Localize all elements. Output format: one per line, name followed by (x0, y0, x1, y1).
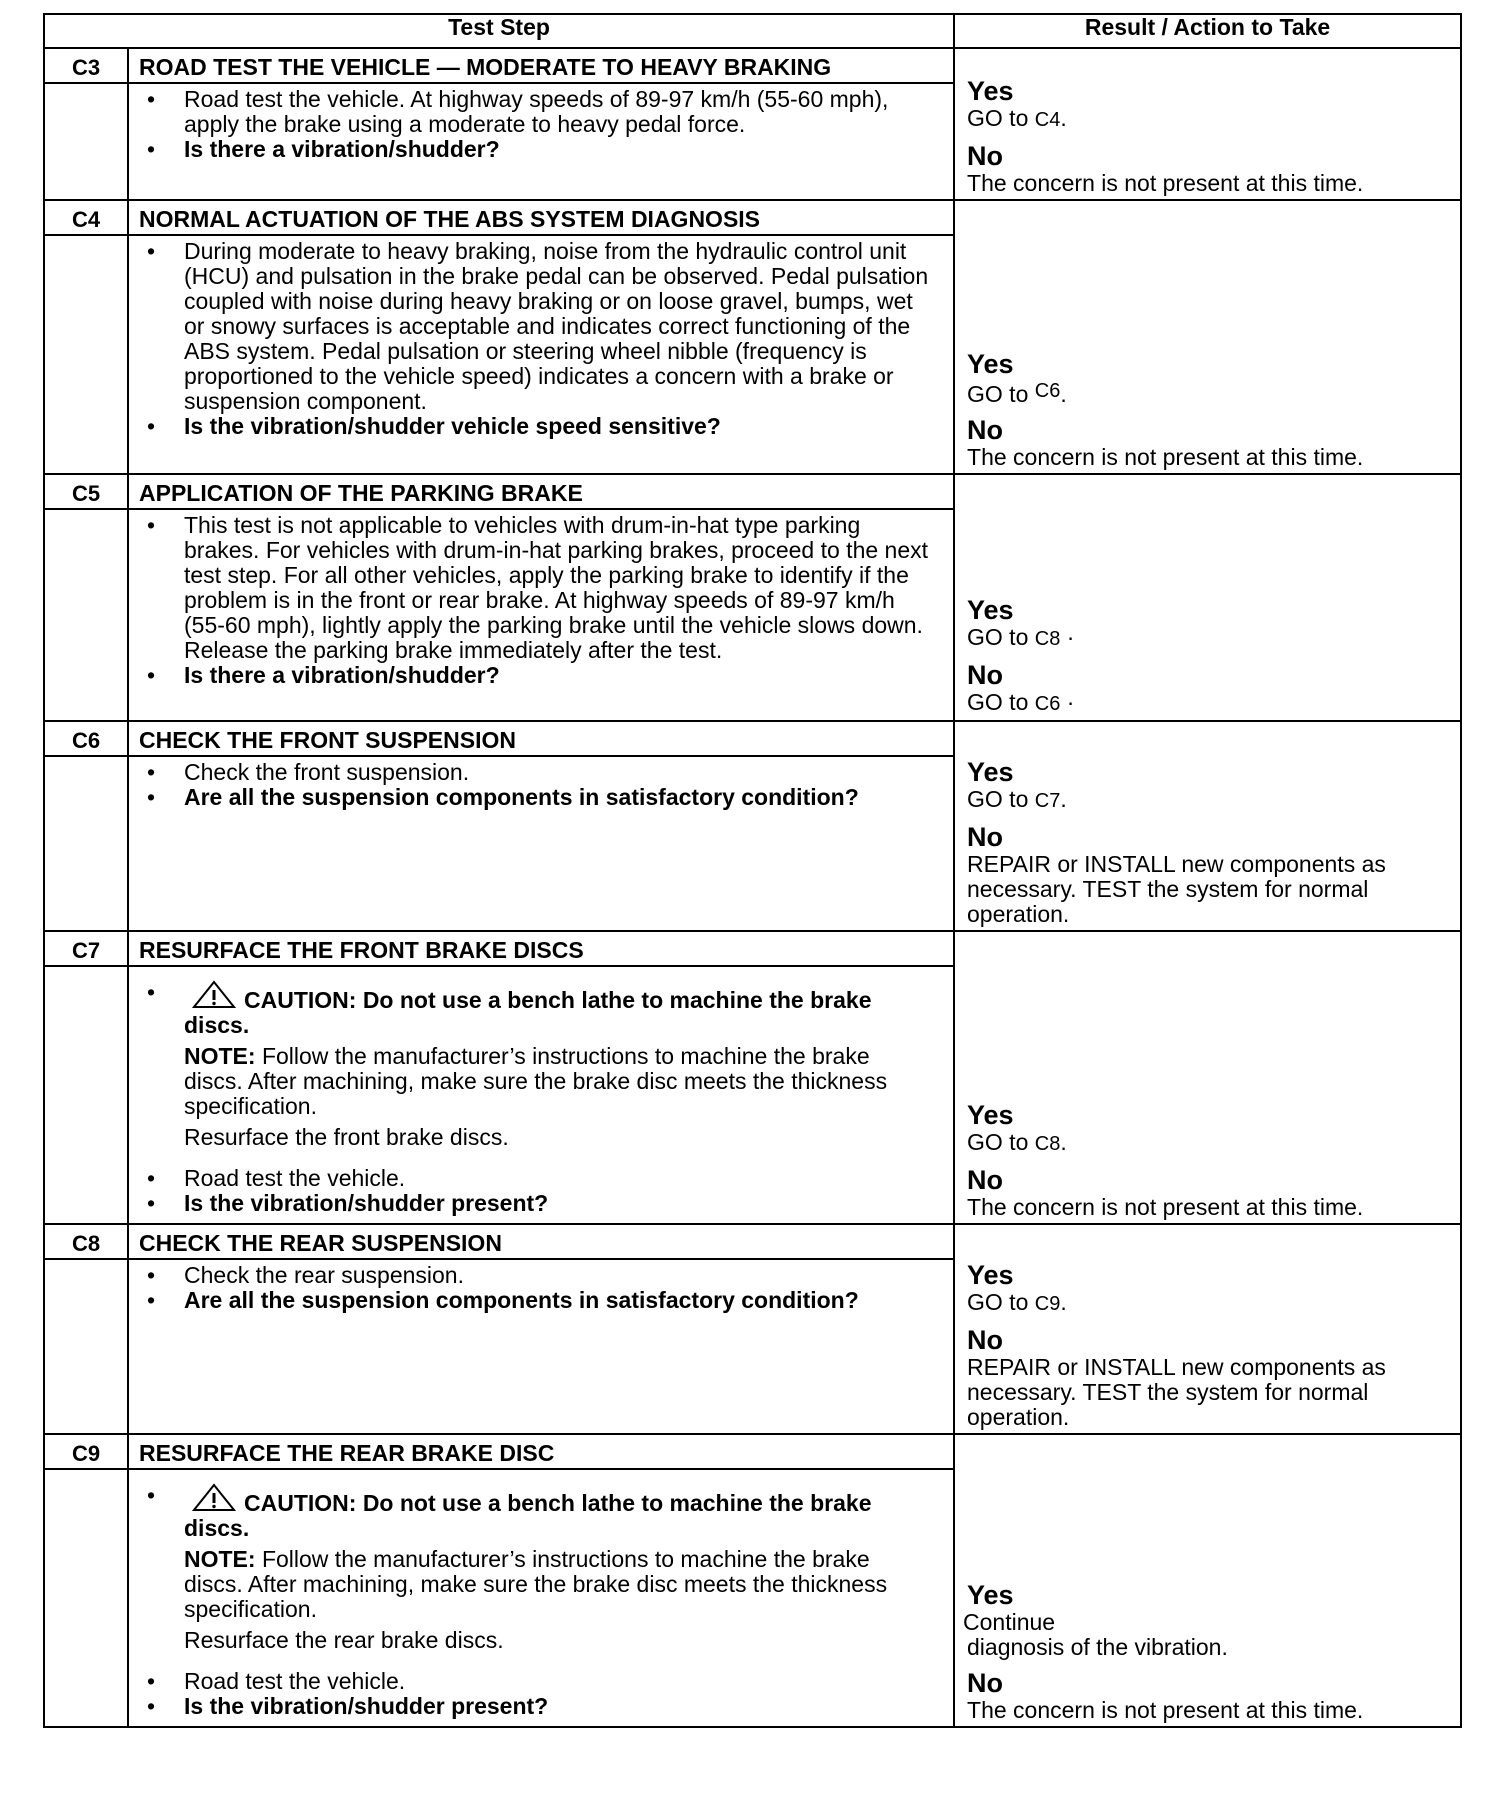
list-item (139, 663, 933, 688)
no-label: No (967, 1165, 1004, 1195)
step-row-c6 (44, 721, 1461, 756)
step-id: C3 (44, 48, 128, 83)
bullet: • (147, 784, 156, 810)
yes-link[interactable]: C8 (1034, 1133, 1061, 1155)
step-question: Are all the suspension components in satisfactory condition? (184, 784, 859, 810)
step-id: C4 (44, 200, 128, 235)
yes-action (967, 787, 1450, 814)
yes-action (967, 106, 1450, 133)
step-question: Is there a vibration/shudder? (184, 136, 500, 162)
caution-item (139, 980, 933, 1038)
caution-text: CAUTION: Do not use a bench lathe to machine the brake discs. (184, 1490, 872, 1541)
bullet: • (147, 979, 156, 1005)
result-cell (954, 48, 1461, 200)
period: . (1060, 786, 1067, 812)
step-body (128, 83, 954, 200)
yes-text: GO to (967, 624, 1029, 650)
yes-label: Yes (967, 1260, 1014, 1290)
list-item (139, 87, 933, 137)
result-cell (954, 474, 1461, 721)
note-text: Follow the manufacturer’s instructions to machine the brake discs. After machining, make sure the brake disc meets the thickness specification. (184, 1546, 888, 1622)
no-action: The concern is not present at this time. (967, 1194, 1364, 1220)
separator-dot: · (1066, 624, 1075, 650)
list-item (139, 785, 933, 810)
no-action: The concern is not present at this time. (967, 444, 1364, 470)
yes-action (967, 1290, 1450, 1317)
result-cell (954, 1434, 1461, 1727)
step-id-spacer (44, 1259, 128, 1434)
diagnostic-test-table (43, 13, 1462, 1728)
yes-label: Yes (967, 1580, 1014, 1610)
bullet-text: This test is not applicable to vehicles with drum-in-hat type parking brakes. For vehicles with drum-in-hat parking brakes, proceed to the next test step. For all other vehicles, apply the parking brake to identify if the problem is in the front or rear brake. At highway speeds of 89-97 km/h (55-60 mph), lightly apply the parking brake until the vehicle slows down. Release the parking brake immediately after the test. (184, 512, 929, 663)
result-cell (954, 721, 1461, 931)
step-body (128, 235, 954, 474)
bullet: • (147, 1482, 156, 1508)
list-item (139, 1263, 933, 1288)
bullet-text: Road test the vehicle. (184, 1165, 406, 1191)
no-action: REPAIR or INSTALL new components as necessary. TEST the system for normal operation. (967, 1354, 1386, 1430)
bullet: • (147, 759, 156, 785)
list-item (139, 513, 933, 663)
no-label: No (967, 660, 1004, 690)
bullet: • (147, 512, 156, 538)
bullet: • (147, 1165, 156, 1191)
no-label: No (967, 1325, 1004, 1355)
list-item (139, 239, 933, 414)
bullet: • (147, 1668, 156, 1694)
yes-action-detail: diagnosis of the vibration. (967, 1634, 1228, 1660)
note-label: NOTE: (184, 1043, 256, 1069)
step-id-spacer (44, 1469, 128, 1727)
list-item (139, 1288, 933, 1313)
step-id-spacer (44, 235, 128, 474)
bullet: • (147, 1262, 156, 1288)
result-cell (954, 931, 1461, 1224)
step-title: ROAD TEST THE VEHICLE — MODERATE TO HEAVY BRAKING (128, 48, 954, 83)
no-label: No (967, 415, 1004, 445)
bullet: • (147, 1693, 156, 1719)
result-cell (954, 1224, 1461, 1434)
yes-text: GO to (967, 105, 1029, 131)
bullet: • (147, 86, 156, 112)
yes-action (967, 1130, 1450, 1157)
table-header-row (44, 14, 1461, 48)
note-block (139, 1044, 933, 1119)
no-action: The concern is not present at this time. (967, 1697, 1364, 1723)
step-title: CHECK THE FRONT SUSPENSION (128, 721, 954, 756)
yes-link[interactable]: C8 (1034, 628, 1061, 650)
bullet-text: Road test the vehicle. At highway speeds of 89-97 km/h (55-60 mph), apply the brake using a moderate to heavy pedal force. (184, 86, 889, 137)
no-link[interactable]: C6 (1034, 693, 1061, 715)
step-question: Is the vibration/shudder present? (184, 1190, 549, 1216)
step-row-c4 (44, 200, 1461, 235)
yes-label: Yes (967, 76, 1014, 106)
yes-action-continue: Continue (963, 1609, 1056, 1635)
step-row-c7 (44, 931, 1461, 966)
yes-label: Yes (967, 1100, 1014, 1130)
bullet: • (147, 1190, 156, 1216)
step-id: C5 (44, 474, 128, 509)
step-body (128, 756, 954, 931)
step-id-spacer (44, 966, 128, 1224)
step-body (128, 509, 954, 721)
yes-text: GO to (967, 381, 1029, 407)
step-row-c9 (44, 1434, 1461, 1469)
step-id-spacer (44, 509, 128, 721)
note-text: Follow the manufacturer’s instructions to machine the brake discs. After machining, make sure the brake disc meets the thickness specification. (184, 1043, 888, 1119)
no-text: GO to (967, 689, 1029, 715)
header-test-step: Test Step (44, 14, 954, 48)
list-item (139, 1669, 933, 1694)
step-body (128, 1259, 954, 1434)
yes-link[interactable]: C9 (1034, 1293, 1061, 1315)
bullet-text: Check the rear suspension. (184, 1262, 464, 1288)
list-item (139, 760, 933, 785)
caution-text: CAUTION: Do not use a bench lathe to machine the brake discs. (184, 987, 872, 1038)
action-text: Resurface the rear brake discs. (184, 1627, 504, 1653)
bullet-text: Road test the vehicle. (184, 1668, 406, 1694)
no-action: The concern is not present at this time. (967, 170, 1364, 196)
separator-dot: · (1066, 689, 1075, 715)
period: . (1060, 381, 1067, 407)
list-item (139, 414, 933, 439)
step-row-c3 (44, 48, 1461, 83)
bullet: • (147, 136, 156, 162)
caution-item (139, 1483, 933, 1541)
step-id: C9 (44, 1434, 128, 1469)
list-item (139, 1191, 933, 1216)
list-item (139, 1694, 933, 1719)
step-question: Is the vibration/shudder present? (184, 1693, 549, 1719)
note-block (139, 1547, 933, 1622)
header-result-action: Result / Action to Take (954, 14, 1461, 48)
yes-label: Yes (967, 595, 1014, 625)
step-id-spacer (44, 83, 128, 200)
bullet: • (147, 662, 156, 688)
yes-action (967, 625, 1450, 652)
step-id: C8 (44, 1224, 128, 1259)
step-body (128, 966, 954, 1224)
yes-link[interactable]: C7 (1034, 790, 1061, 812)
no-label: No (967, 1668, 1004, 1698)
bullet: • (147, 238, 156, 264)
step-row-c5 (44, 474, 1461, 509)
step-id-spacer (44, 756, 128, 931)
step-question: Are all the suspension components in satisfactory condition? (184, 1287, 859, 1313)
list-item (139, 1166, 933, 1191)
period: . (1060, 105, 1067, 131)
yes-text: GO to (967, 1289, 1029, 1315)
no-label: No (967, 822, 1004, 852)
bullet-text: Check the front suspension. (184, 759, 470, 785)
yes-label: Yes (967, 349, 1014, 379)
step-body (128, 1469, 954, 1727)
bullet: • (147, 413, 156, 439)
step-title: RESURFACE THE REAR BRAKE DISC (128, 1434, 954, 1469)
yes-text: GO to (967, 786, 1029, 812)
period: . (1060, 1289, 1067, 1315)
result-cell (954, 200, 1461, 474)
period: . (1060, 1129, 1067, 1155)
warning-triangle-icon (192, 980, 236, 1010)
list-item (139, 137, 933, 162)
action-text: Resurface the front brake discs. (184, 1124, 509, 1150)
bullet: • (147, 1287, 156, 1313)
step-title: NORMAL ACTUATION OF THE ABS SYSTEM DIAGNOSIS (128, 200, 954, 235)
step-title: APPLICATION OF THE PARKING BRAKE (128, 474, 954, 509)
step-title: CHECK THE REAR SUSPENSION (128, 1224, 954, 1259)
yes-action (967, 379, 1450, 407)
yes-label: Yes (967, 757, 1014, 787)
yes-text: GO to (967, 1129, 1029, 1155)
no-action (967, 690, 1450, 717)
yes-link[interactable]: C6 (1034, 380, 1061, 402)
step-id: C7 (44, 931, 128, 966)
step-question: Is the vibration/shudder vehicle speed sensitive? (184, 413, 721, 439)
no-label: No (967, 141, 1004, 171)
yes-link[interactable]: C4 (1034, 109, 1061, 131)
step-id: C6 (44, 721, 128, 756)
step-row-c8 (44, 1224, 1461, 1259)
step-title: RESURFACE THE FRONT BRAKE DISCS (128, 931, 954, 966)
warning-triangle-icon (192, 1483, 236, 1513)
bullet-text: During moderate to heavy braking, noise from the hydraulic control unit (HCU) and pulsation in the brake pedal can be observed. Pedal pulsation coupled with noise during heavy braking or on loose gravel, bumps, wet or snowy surfaces is acceptable and indicates correct functioning of the ABS system. Pedal pulsation or steering wheel nibble (frequency is proportioned to the vehicle speed) indicates a concern with a brake or suspension component. (184, 238, 929, 414)
note-label: NOTE: (184, 1546, 256, 1572)
step-question: Is there a vibration/shudder? (184, 662, 500, 688)
no-action: REPAIR or INSTALL new components as necessary. TEST the system for normal operation. (967, 851, 1386, 927)
